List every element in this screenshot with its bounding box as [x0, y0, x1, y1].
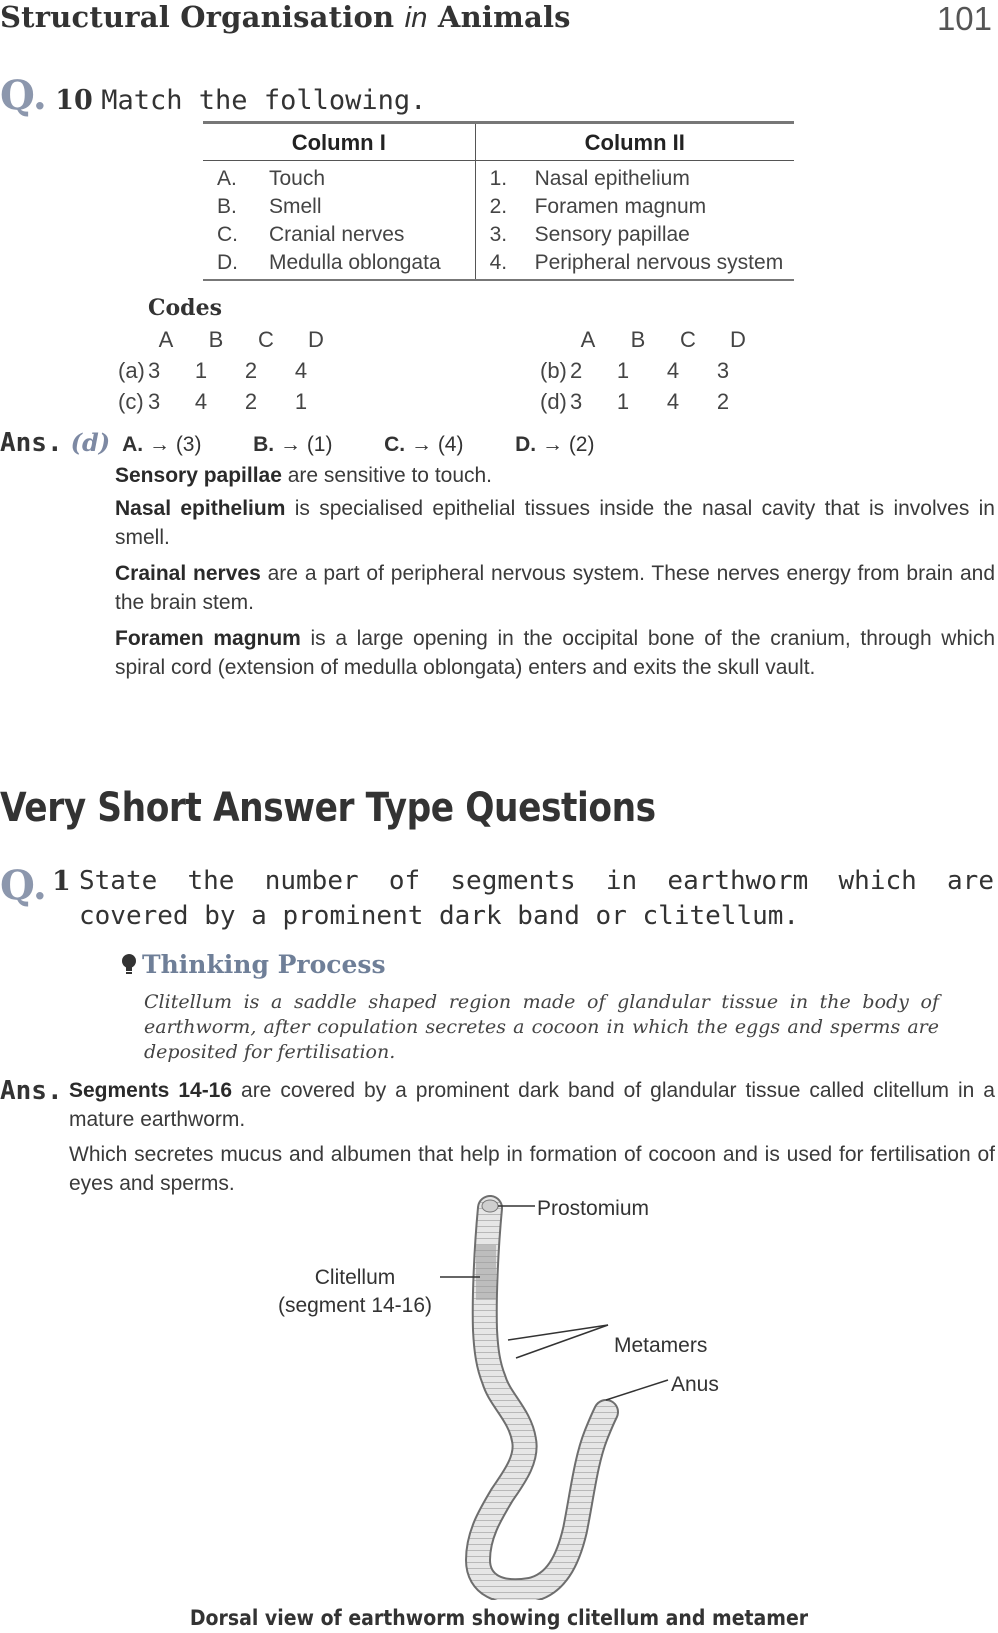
question-number: 1	[52, 866, 71, 897]
para-text: is specialised epithelial tissues inside the nasal cavity that is involves in smell.	[115, 497, 995, 549]
mapping-key: C.	[384, 433, 406, 456]
thinking-process-text: Clitellum is a saddle shaped region made of glandular tissue in the body of earthworm, after copulation secretes a cocoon in which the eggs and sperms are deposited for fertilisation.	[144, 991, 939, 1063]
anus-leader	[606, 1380, 668, 1400]
mapping-key: D.	[515, 433, 537, 456]
earthworm-diagram	[0, 1190, 998, 1600]
question-text: Match the following.	[101, 85, 427, 116]
match-table	[203, 121, 794, 281]
header-part1: Structural Organisation	[0, 0, 405, 34]
answer-mapping	[122, 433, 253, 457]
answer-paragraph	[115, 559, 995, 617]
question-mark-label: Q.	[0, 862, 47, 909]
code-col-c: C	[258, 327, 274, 352]
code-value: 3	[148, 358, 161, 383]
question-number: 10	[55, 85, 93, 116]
code-option-d	[540, 389, 748, 415]
code-col-c: C	[680, 327, 696, 352]
row-col1: Touch	[269, 166, 326, 190]
answer-paragraph	[115, 624, 995, 682]
code-col-a: A	[158, 327, 174, 352]
table-row	[203, 221, 794, 249]
mapping-value: (3)	[175, 433, 202, 456]
lightbulb-icon	[120, 952, 138, 978]
prostomium-tip	[482, 1200, 498, 1212]
section-title: Very Short Answer Type Questions	[0, 785, 656, 831]
label-clitellum	[270, 1264, 440, 1320]
answer-text: are covered by a prominent dark band of glandular tissue called clitellum in a mature earthworm.	[69, 1079, 995, 1131]
row-letter: A.	[217, 166, 237, 190]
code-col-b: B	[630, 327, 646, 352]
answer-mapping	[515, 433, 594, 457]
code-col-d: D	[730, 327, 746, 352]
code-label: (a)	[118, 358, 145, 383]
code-col-a: A	[580, 327, 596, 352]
codes-header-left	[141, 327, 341, 353]
code-col-b: B	[208, 327, 224, 352]
code-option-a	[118, 358, 326, 384]
page-number: 101	[936, 0, 992, 37]
code-value: 1	[616, 389, 630, 414]
running-header-title	[0, 0, 571, 35]
para-term: Nasal epithelium	[115, 497, 286, 520]
codes-header-right	[563, 327, 763, 353]
code-value: 2	[244, 389, 258, 414]
row-number: 2.	[475, 193, 535, 221]
label-metamers: Metamers	[614, 1334, 708, 1357]
code-value: 4	[666, 389, 680, 414]
answer-mapping	[384, 433, 515, 457]
answer-paragraph	[115, 461, 995, 490]
row-number: 3.	[475, 221, 535, 249]
mapping-key: A.	[122, 433, 144, 456]
code-value: 1	[294, 389, 308, 414]
clitellum-band	[476, 1245, 496, 1300]
code-label: (c)	[118, 389, 144, 414]
answer-mapping	[253, 433, 384, 457]
code-value: 4	[294, 358, 308, 383]
answer-term: Segments 14-16	[69, 1079, 233, 1102]
row-col2: Peripheral nervous system	[535, 249, 794, 280]
arrow-icon: →	[410, 433, 432, 456]
label-clitellum-line1: Clitellum	[314, 1266, 396, 1289]
code-value: 4	[194, 389, 208, 414]
q10-answer-line	[0, 428, 594, 458]
metamers-leader	[516, 1325, 608, 1358]
label-anus: Anus	[671, 1373, 719, 1396]
para-text: are a part of peripheral nervous system. These nerves energy from brain and the brain stem.	[115, 562, 995, 614]
table-row	[203, 249, 794, 280]
mapping-value: (1)	[306, 433, 333, 456]
code-option-b	[540, 358, 748, 384]
code-value: 2	[716, 389, 730, 414]
q1-answer-paragraph	[69, 1076, 995, 1134]
thinking-heading-text: Thinking Process	[142, 950, 386, 979]
q1-answer-paragraph-2: Which secretes mucus and albumen that help in formation of cocoon and is used for fertilisation of eyes and sperms.	[69, 1143, 995, 1195]
q1-answer-label: Ans.	[0, 1076, 63, 1106]
col1-header: Column I	[203, 123, 475, 161]
code-value: 2	[570, 358, 583, 383]
row-col2: Nasal epithelium	[534, 166, 690, 190]
row-letter: C.	[217, 222, 238, 246]
col2-header: Column II	[475, 123, 794, 161]
mapping-value: (2)	[568, 433, 595, 456]
row-col2: Sensory papillae	[534, 222, 690, 246]
para-text: is a large opening in the occipital bone of the cranium, through which spiral cord (extension of medulla oblongata) enters and exits the skull vault.	[115, 627, 995, 679]
mapping-key: B.	[253, 433, 275, 456]
table-row	[203, 193, 794, 221]
code-value: 1	[194, 358, 208, 383]
metamers-leader	[508, 1325, 608, 1340]
para-term: Foramen magnum	[115, 627, 301, 650]
code-value: 3	[716, 358, 730, 383]
figure-caption: Dorsal view of earthworm showing clitellum and metamer	[189, 1606, 809, 1630]
row-col1: Smell	[269, 194, 322, 218]
para-term: Crainal nerves	[115, 562, 261, 585]
row-letter: B.	[217, 194, 237, 218]
answer-option: (d)	[70, 428, 111, 457]
arrow-icon: →	[148, 433, 170, 456]
answer-label: Ans.	[0, 428, 63, 458]
row-number: 4.	[475, 249, 535, 280]
table-row	[203, 161, 794, 194]
thinking-process-heading	[120, 950, 386, 979]
answer-paragraph	[115, 494, 995, 552]
q10-heading	[0, 72, 426, 119]
code-option-c	[118, 389, 326, 415]
label-prostomium: Prostomium	[537, 1197, 650, 1220]
code-label: (b)	[540, 358, 567, 383]
row-letter: D.	[203, 249, 269, 280]
para-text: are sensitive to touch.	[281, 464, 493, 487]
row-col2: Foramen magnum	[534, 194, 707, 218]
code-value: 3	[570, 389, 583, 414]
code-label: (d)	[540, 389, 567, 414]
label-clitellum-line2: (segment 14-16)	[277, 1294, 433, 1317]
code-col-d: D	[308, 327, 324, 352]
header-in: in	[404, 2, 428, 34]
row-number: 1.	[475, 161, 535, 194]
header-part2: Animals	[427, 0, 571, 34]
row-col1: Cranial nerves	[269, 222, 405, 246]
arrow-icon: →	[279, 433, 301, 456]
code-value: 1	[616, 358, 630, 383]
question-mark-label: Q.	[0, 72, 47, 119]
code-value: 3	[148, 389, 161, 414]
code-value: 2	[244, 358, 258, 383]
arrow-icon: →	[541, 433, 563, 456]
para-term: Sensory papillae	[115, 464, 282, 487]
question-text: State the number of segments in earthworm which are covered by a prominent dark band or clitellum.	[79, 866, 994, 931]
mapping-value: (4)	[437, 433, 464, 456]
codes-heading: Codes	[148, 295, 222, 321]
row-col1: Medulla oblongata	[269, 249, 475, 280]
code-value: 4	[666, 358, 680, 383]
